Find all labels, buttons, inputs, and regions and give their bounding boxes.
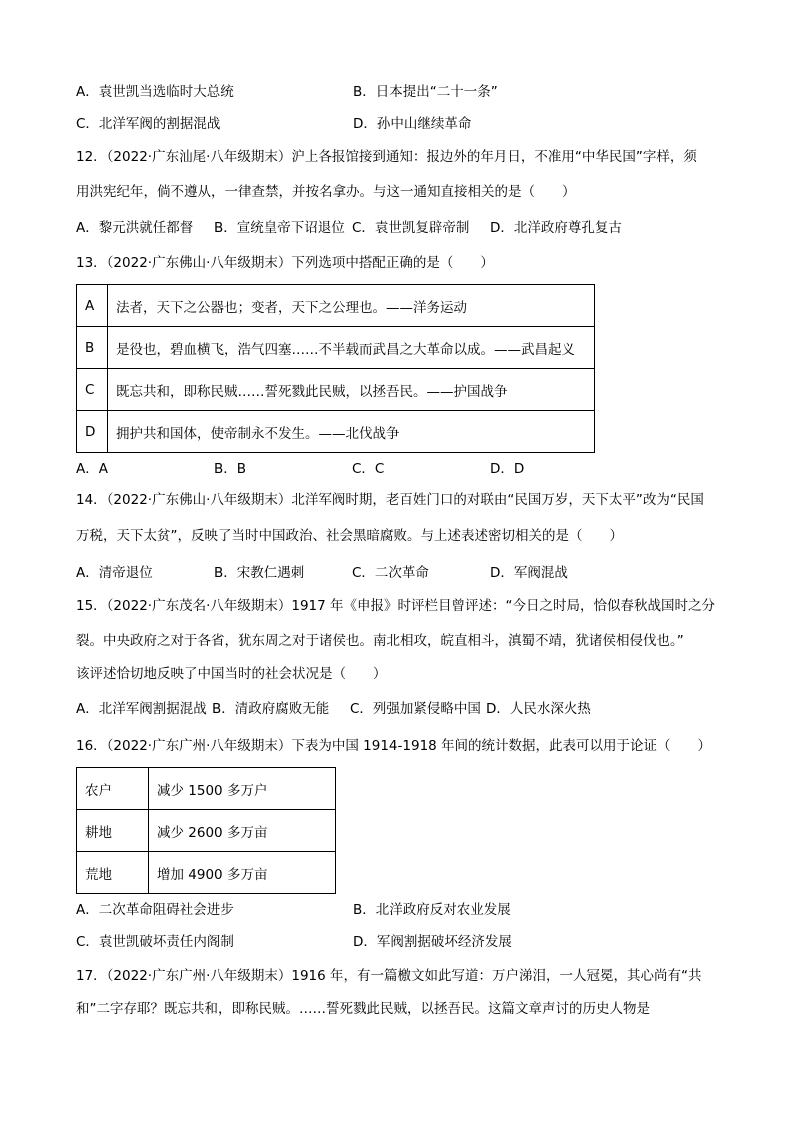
table-cell-key: A <box>77 285 108 327</box>
q16-option-a: A．二次革命阻碍社会进步 <box>76 902 234 918</box>
q14-option-a: A．清帝退位 <box>76 565 153 581</box>
q13-option-a: A．A <box>76 461 108 477</box>
table-cell-text: 既忘共和，即称民贼……誓死戮此民贼，以拯吾民。——护国战争 <box>108 369 595 411</box>
q16-option-c: C．袁世凯破坏责任内阁制 <box>76 934 234 950</box>
q14-option-d: D．军阀混战 <box>490 565 568 581</box>
table-row <box>77 285 595 327</box>
table-cell-key: C <box>77 369 108 411</box>
q13-stem: 13．（2022·广东佛山·八年级期末）下列选项中搭配正确的是（ ） <box>76 255 494 271</box>
table-cell-text: 拥护共和国体，使帝制永不发生。——北伐战争 <box>108 411 595 453</box>
table-row <box>77 327 595 369</box>
q15-options <box>76 700 636 718</box>
q13-options <box>76 460 636 478</box>
q12-option-a: A．黎元洪就任都督 <box>76 220 194 236</box>
q15-option-a: A．北洋军阀割据混战 <box>76 701 207 717</box>
table-cell-text: 增加 4900 多万亩 <box>149 852 336 894</box>
table-row <box>77 369 595 411</box>
q11-option-d: D．孙中山继续革命 <box>353 116 472 132</box>
q12-option-c: C．袁世凯复辟帝制 <box>352 220 470 236</box>
q14-option-c: C．二次革命 <box>352 565 429 581</box>
q14-options <box>76 564 636 582</box>
q14-option-b: B．宋教仁遇刺 <box>214 565 305 581</box>
q15-stem-line1: 15．（2022·广东茂名·八年级期末）1917 年《申报》时评栏目曾评述：“今日之时局，恰似春秋战国时之分 <box>76 598 716 614</box>
q13-table <box>76 284 595 453</box>
table-cell-key: B <box>77 327 108 369</box>
table-row <box>77 852 336 894</box>
q11-option-c: C．北洋军阀的割据混战 <box>76 116 221 132</box>
q15-option-d: D．人民水深火热 <box>486 701 591 717</box>
q13-option-c: C．C <box>352 461 385 477</box>
q16-table <box>76 767 336 894</box>
table-row <box>77 411 595 453</box>
table-cell-text: 法者，天下之公器也；变者，天下之公理也。——洋务运动 <box>108 285 595 327</box>
q17-stem-line1: 17．（2022·广东广州·八年级期末）1916 年，有一篇檄文如此写道：万户涕泪，一人冠冕，其心尚有“共 <box>76 968 702 984</box>
table-cell-key: 耕地 <box>77 810 149 852</box>
q12-option-d: D．北洋政府尊孔复古 <box>490 220 622 236</box>
q13-option-d: D．D <box>490 461 525 477</box>
q14-stem-line2: 万税，天下太贫”，反映了当时中国政治、社会黑暗腐败。与上述表述密切相关的是（ ） <box>76 528 623 544</box>
table-cell-text: 减少 2600 多万亩 <box>149 810 336 852</box>
table-cell-text: 是役也，碧血横飞，浩气四塞……不半载而武昌之大革命以成。——武昌起义 <box>108 327 595 369</box>
table-cell-key: 农户 <box>77 768 149 810</box>
q14-stem-line1: 14．（2022·广东佛山·八年级期末）北洋军阀时期，老百姓门口的对联由“民国万岁，天下太平”改为“民国 <box>76 492 704 508</box>
q15-stem-line3: 该评述恰切地反映了中国当时的社会状况是（ ） <box>76 666 387 682</box>
table-cell-key: 荒地 <box>77 852 149 894</box>
q12-stem-line2: 用洪宪纪年，倘不遵从，一律查禁，并按名拿办。与这一通知直接相关的是（ ） <box>76 184 576 200</box>
table-row <box>77 768 336 810</box>
q12-stem-line1: 12．（2022·广东汕尾·八年级期末）沪上各报馆接到通知：报边外的年月日，不准用“中华民国”字样，须 <box>76 149 697 165</box>
q16-option-d: D．军阀割据破坏经济发展 <box>353 934 512 950</box>
q15-option-b: B．清政府腐败无能 <box>212 701 330 717</box>
q12-option-b: B．宣统皇帝下诏退位 <box>214 220 345 236</box>
q15-stem-line2: 裂。中央政府之对于各省，犹东周之对于诸侯也。南北相攻，皖直相斗，滇蜀不靖，犹诸侯相侵伐也。” <box>76 633 684 649</box>
table-cell-text: 减少 1500 多万户 <box>149 768 336 810</box>
q17-stem-line2: 和”二字存耶？既忘共和，即称民贼。……誓死戮此民贼，以拯吾民。这篇文章声讨的历史人物是 <box>76 1001 650 1017</box>
table-row <box>77 810 336 852</box>
q11-option-b: B．日本提出“二十一条” <box>353 84 498 100</box>
q16-stem: 16．（2022·广东广州·八年级期末）下表为中国 1914-1918 年间的统计数据，此表可以用于论证（ ） <box>76 738 712 754</box>
q15-option-c: C．列强加紧侵略中国 <box>350 701 481 717</box>
q16-option-b: B．北洋政府反对农业发展 <box>353 902 511 918</box>
q11-option-a: A．袁世凯当选临时大总统 <box>76 84 234 100</box>
q12-options <box>76 219 636 237</box>
q13-option-b: B．B <box>214 461 247 477</box>
table-cell-key: D <box>77 411 108 453</box>
